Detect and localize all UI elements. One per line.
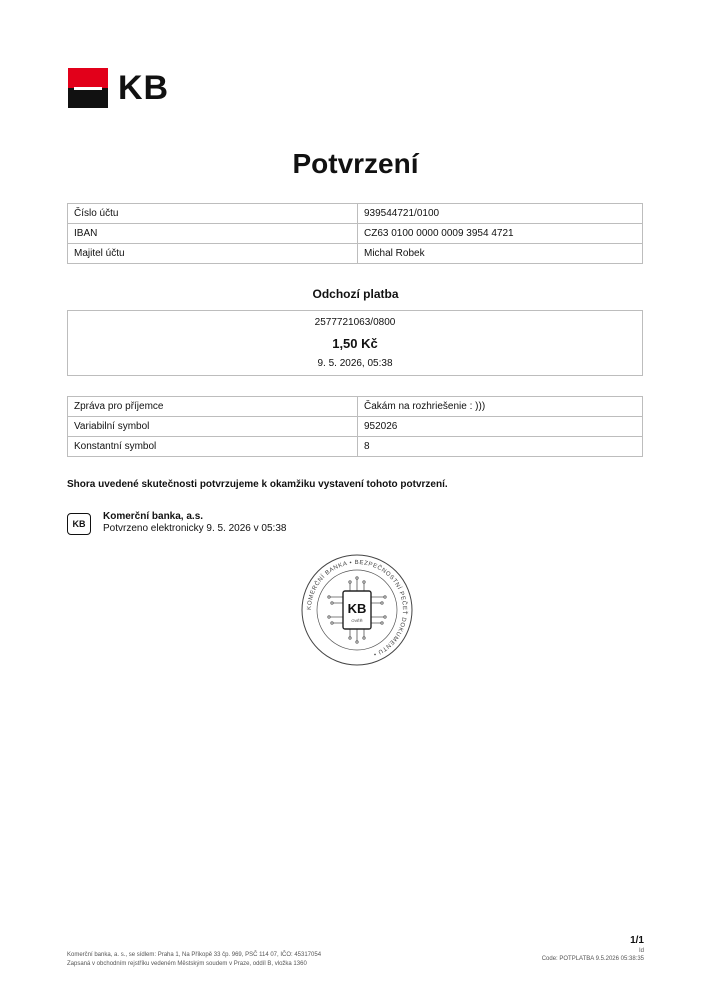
seal-center-text: KB: [347, 601, 367, 616]
variable-symbol-label: Variabilní symbol: [68, 417, 358, 437]
constant-symbol-value: 8: [358, 437, 643, 457]
account-number-value: 939544721/0100: [358, 204, 643, 224]
logo-red-block: [68, 68, 108, 88]
footer-meta: [542, 937, 644, 963]
bank-name: Komerční banka, a.s.: [103, 511, 204, 522]
table-row: [68, 437, 643, 457]
page-title: Potvrzení: [292, 148, 419, 179]
iban-value: CZ63 0100 0000 0009 3954 4721: [358, 224, 643, 244]
logo-text: KB: [118, 69, 170, 107]
table-row: [68, 397, 643, 417]
owner-label: Majitel účtu: [68, 244, 358, 264]
kb-logo: [68, 68, 169, 108]
payment-box: [67, 310, 643, 376]
table-row: [68, 224, 643, 244]
confirmation-text: Shora uvedené skutečnosti potvrzujeme k okamžiku vystavení tohoto potvrzení.: [67, 479, 448, 490]
account-number-label: Číslo účtu: [68, 204, 358, 224]
logo-black-block: [68, 88, 108, 108]
table-row: [68, 204, 643, 224]
signed-text: Potvrzeno elektronicky 9. 5. 2026 v 05:38: [103, 523, 287, 534]
table-row: [68, 244, 643, 264]
account-table: [67, 203, 643, 264]
seal-sub-text: OVĚŘ: [351, 618, 363, 623]
footer-id-label: Id: [638, 948, 644, 954]
page-number: 1/1: [630, 935, 644, 946]
payment-datetime: 9. 5. 2026, 05:38: [317, 358, 393, 369]
footer-line-2: Zapsaná v obchodním rejstříku vedeném Městským soudem v Praze, oddíl B, vložka 1360: [67, 961, 307, 967]
bank-signature: [67, 511, 286, 535]
security-seal-icon: [300, 553, 414, 667]
bank-text: [103, 511, 286, 535]
details-table: [67, 396, 643, 457]
payment-heading: Odchozí platba: [312, 287, 399, 301]
table-row: [68, 417, 643, 437]
footer-code: Code: POTPLATBA 9.5.2026 05:38:35: [541, 956, 644, 962]
footer-line-1: Komerční banka, a. s., se sídlem: Praha 1, Na Příkopě 33 čp. 969, PSČ 114 07, IČO: 45317054: [67, 952, 322, 958]
message-label: Zpráva pro příjemce: [68, 397, 358, 417]
logo-white-bar: [74, 87, 102, 90]
message-value: Čakám na rozhriešenie : ))): [358, 397, 643, 417]
recipient-account: 2577721063/0800: [314, 317, 396, 328]
kb-badge-icon: KB: [67, 513, 91, 535]
payment-amount: 1,50 Kč: [332, 336, 378, 351]
variable-symbol-value: 952026: [358, 417, 643, 437]
seal-ring-text: KOMERČNÍ BANKA • BEZPEČNOSTNÍ PEČEŤ DOKUMENTU •: [306, 559, 408, 657]
constant-symbol-label: Konstantní symbol: [68, 437, 358, 457]
iban-label: IBAN: [68, 224, 358, 244]
footer-legal: [67, 951, 321, 969]
owner-value: Michal Robek: [358, 244, 643, 264]
kb-logo-mark: [68, 68, 108, 108]
